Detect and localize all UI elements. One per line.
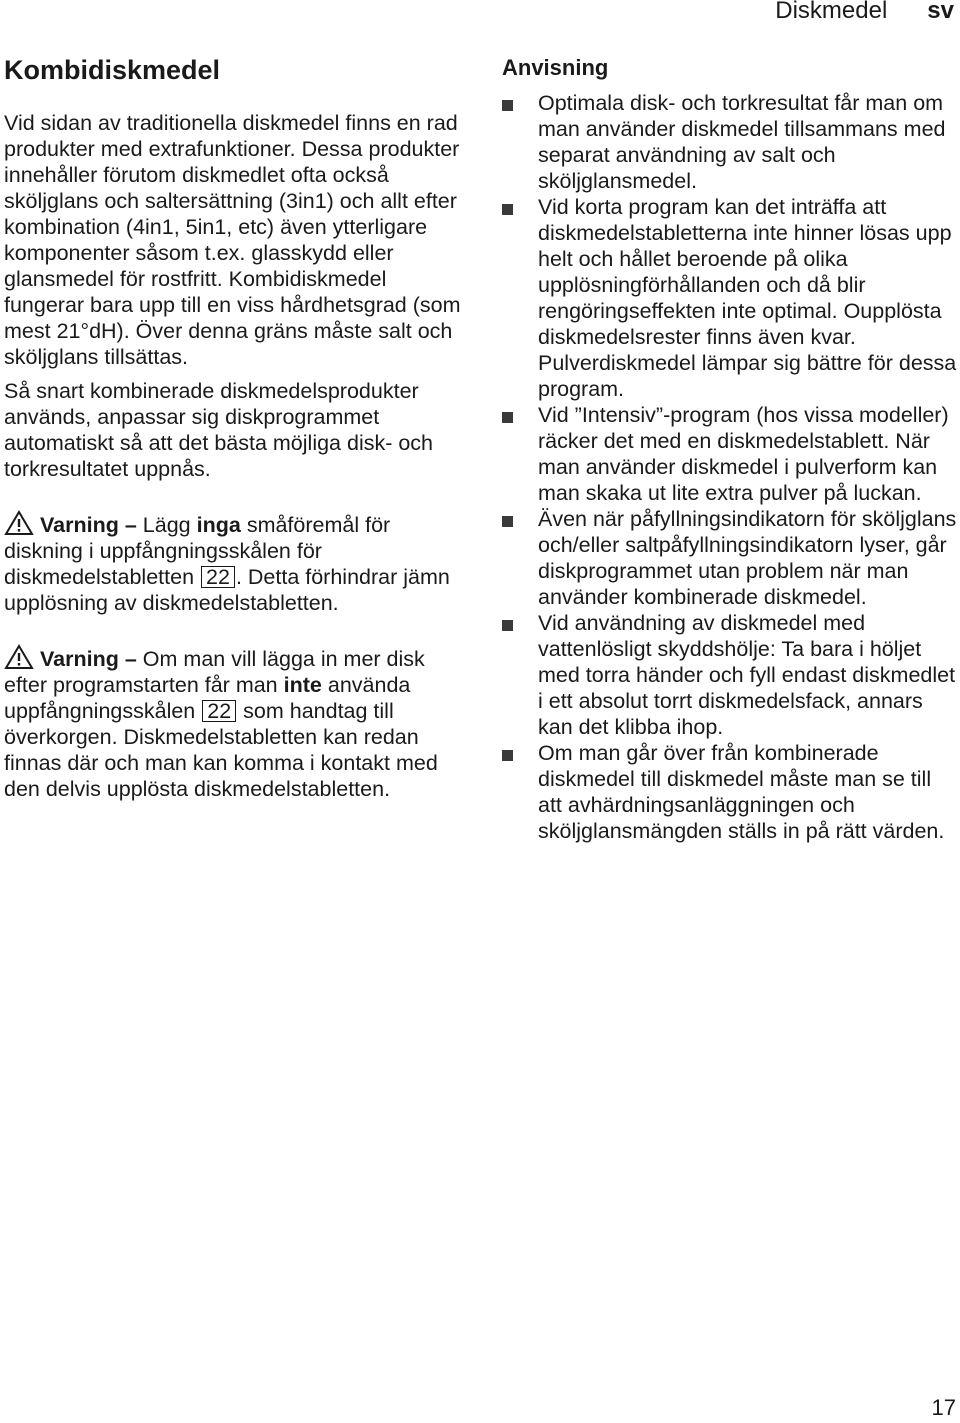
combo-paragraph: Så snart kombinerade diskmedelsprodukter används, anpassar sig diskprogrammet automatiskt så att det bästa möjliga disk- och torkresultatet uppnås. bbox=[4, 379, 434, 481]
warning-triangle-icon bbox=[4, 510, 34, 536]
bullet-square-icon bbox=[502, 750, 513, 761]
list-item bbox=[502, 194, 958, 402]
section-name: Diskmedel bbox=[775, 0, 888, 24]
note-text: Optimala disk- och torkresultat får man om man använder diskmedel tillsammans med separat användning av salt och sköljglansmedel. bbox=[538, 91, 946, 193]
bullet-square-icon bbox=[502, 100, 513, 111]
warning-dash: – bbox=[124, 647, 137, 671]
warning-emphasis: inte bbox=[283, 673, 322, 697]
list-item bbox=[502, 90, 958, 194]
warning-block-1 bbox=[4, 510, 466, 616]
list-item bbox=[502, 402, 958, 506]
note-text: Vid korta program kan det inträffa att diskmedelstabletterna inte hinner lösas upp helt och hållet beroende på olika upplösningförhållanden och då blir rengöringseffekten inte optimal. Oupplösta diskmedelsrester finns även kvar. Pulverdiskmedel lämpar sig bättre för dessa program. bbox=[538, 195, 957, 401]
intro-paragraph: Vid sidan av traditionella diskmedel finns en rad produkter med extrafunktioner. Dessa produkter innehåller förutom diskmedlet ofta också sköljglans och saltersättning (3in1) och allt efter kombination (4in1, 5in1, etc) även ytterligare komponenter såsom t.ex. glasskydd eller glansmedel för rostfritt. Kombidiskmedel fungerar bara upp till en viss hårdhetsgrad (som mest 21°dH). Över denna gräns måste salt och sköljglans tillsättas. bbox=[4, 111, 461, 369]
part-reference-box: 22 bbox=[201, 566, 235, 588]
list-item bbox=[502, 610, 958, 740]
warning-text: småföremål för diskning i uppfångningsskålen för diskmedelstabletten bbox=[4, 513, 391, 589]
note-text: Även när påfyllningsindikatorn för sköljglans och/eller saltpåfyllningsindikatorn lyser, går diskprogrammet utan problem när man använder kombinerade diskmedel. bbox=[538, 507, 957, 609]
left-column bbox=[4, 54, 466, 802]
warning-text: Lägg bbox=[142, 513, 191, 537]
note-text: Vid ”Intensiv”-program (hos vissa modeller) räcker det med en diskmedelstablett. När man använder diskmedel i pulverform kan man skaka ut lite extra pulver på luckan. bbox=[538, 403, 949, 505]
warning-dash: – bbox=[124, 513, 137, 537]
page-header bbox=[775, 0, 954, 26]
list-item bbox=[502, 506, 958, 610]
warning-text: som handtag till överkorgen. Diskmedelstabletten kan redan finnas där och man kan komma i kontakt med den delvis upplösta diskmedelstabletten. bbox=[4, 699, 438, 801]
warning-label: Varning bbox=[40, 647, 119, 671]
warning-block-2 bbox=[4, 644, 466, 802]
warning-text: använda uppfångningsskålen bbox=[4, 673, 411, 723]
list-item bbox=[502, 740, 958, 844]
note-title: Anvisning bbox=[502, 55, 609, 80]
warning-text: . Detta förhindrar jämn upplösning av diskmedelstabletten. bbox=[4, 565, 450, 615]
warning-text: Om man vill lägga in mer disk efter programstarten får man bbox=[4, 647, 425, 697]
note-text: Vid användning av diskmedel med vattenlösligt skyddshölje: Ta bara i höljet med torra händer och fyll endast diskmedlet i ett absolut torrt diskmedelsfack, annars kan det klibba ihop. bbox=[538, 611, 956, 739]
note-list bbox=[502, 90, 958, 844]
page-number: 17 bbox=[931, 1395, 956, 1420]
bullet-square-icon bbox=[502, 204, 513, 215]
warning-label: Varning bbox=[40, 513, 119, 537]
page-title: Kombidiskmedel bbox=[4, 55, 221, 85]
part-reference-box: 22 bbox=[202, 700, 236, 722]
bullet-square-icon bbox=[502, 620, 513, 631]
note-text: Om man går över från kombinerade diskmedel till diskmedel måste man se till att avhärdningsanläggningen och sköljglansmängden ställs in på rätt värden. bbox=[538, 741, 945, 843]
bullet-square-icon bbox=[502, 516, 513, 527]
bullet-square-icon bbox=[502, 412, 513, 423]
right-column bbox=[502, 54, 958, 844]
warning-emphasis: inga bbox=[196, 513, 241, 537]
language-code: sv bbox=[927, 0, 954, 24]
warning-triangle-icon bbox=[4, 644, 34, 670]
